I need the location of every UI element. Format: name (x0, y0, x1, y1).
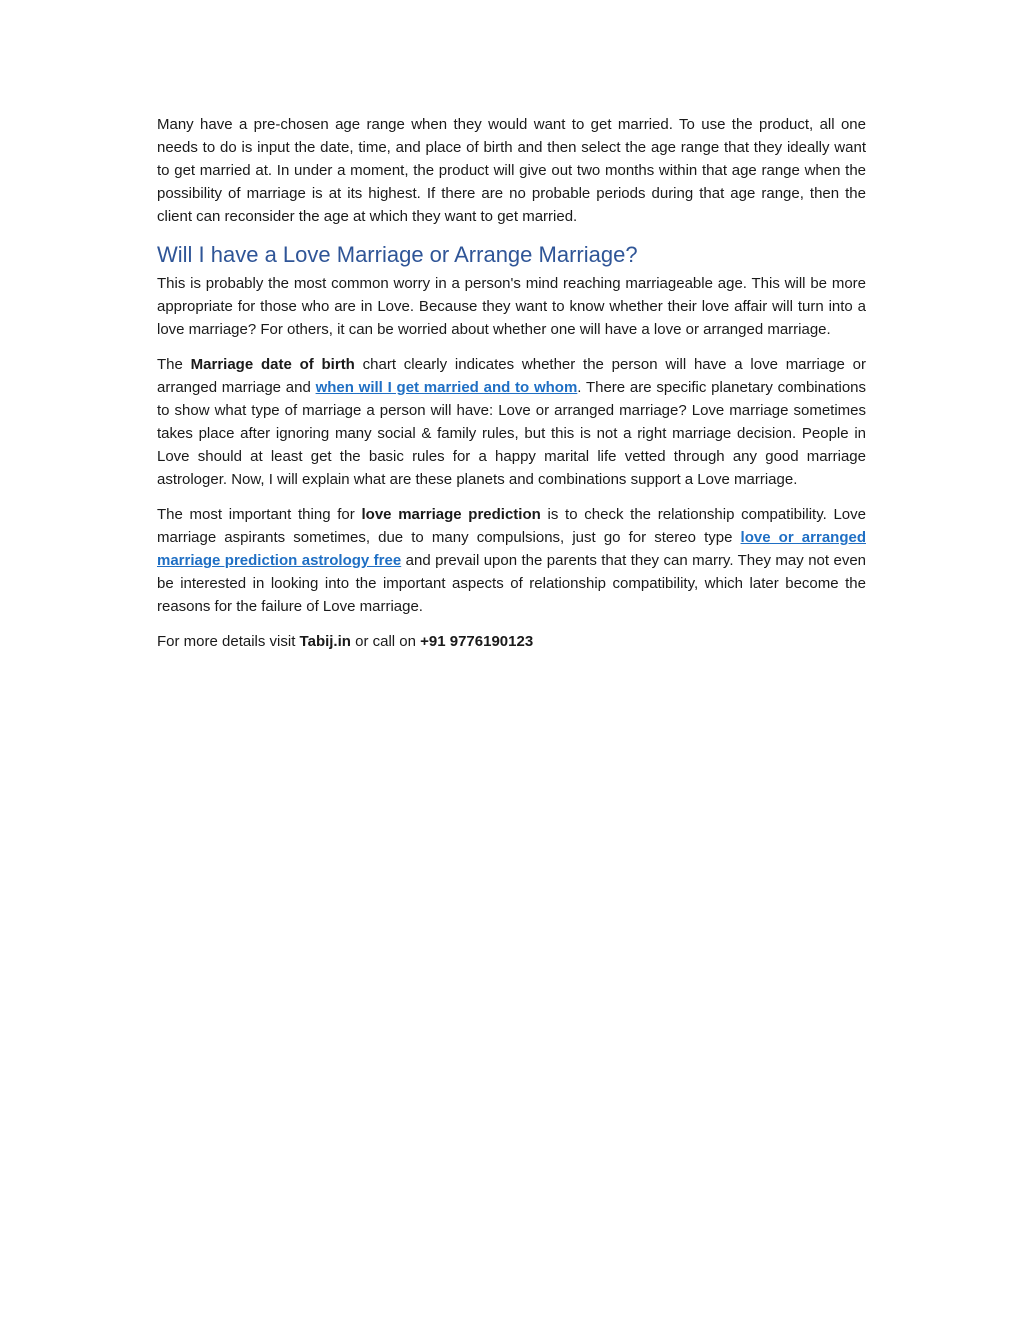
paragraph-text: chart clearly indicates whether the person will have a love marriage or arranged marriage and (157, 356, 867, 396)
section-heading: Will I have a Love Marriage or Arrange Marriage? (157, 242, 638, 267)
paragraph-text: and prevail upon the parents that they can marry. They may not even be interested in looking into the important aspects of relationship compatibility, which later become the reasons for the failure of Love marriage. (157, 552, 867, 615)
contact-phone: +91 9776190123 (420, 633, 534, 650)
paragraph-love-worry: This is probably the most common worry in a person's mind reaching marriageable age. This will be more appropriate for those who are in Love. Because they want to know whether their love affair will turn into a love marriage? For others, it can be worried about whether one will have a love or arranged marriage. (157, 275, 866, 338)
bold-marriage-date-of-birth: Marriage date of birth (190, 356, 355, 373)
paragraph-text: The (157, 356, 191, 373)
contact-site: Tabij.in (299, 633, 351, 650)
paragraph-marriage-chart (157, 353, 866, 491)
contact-text: For more details visit (157, 633, 300, 650)
contact-text: or call on (350, 633, 421, 650)
bold-love-marriage-prediction: love marriage prediction (361, 506, 541, 523)
link-love-or-arranged-prediction[interactable]: love or arranged marriage prediction astrology free (157, 529, 866, 569)
contact-line (157, 630, 866, 653)
paragraph-text: . There are specific planetary combinations to show what type of marriage a person will have: Love or arranged marriage? Love marriage sometimes takes place after ignoring many social & family rules, but this is not a right marriage decision. People in Love should at least get the basic rules for a happy marital life vetted through any good marriage astrologer. Now, I will explain what are these planets and combinations support a Love marriage. (157, 379, 867, 488)
paragraph-love-prediction (157, 503, 866, 618)
paragraph-text: The most important thing for (157, 506, 362, 523)
link-when-will-i-get-married[interactable]: when will I get married and to whom (315, 379, 578, 396)
paragraph-text: is to check the relationship compatibility. Love marriage aspirants sometimes, due to many compulsions, just go for stereo type (157, 506, 866, 546)
document-page (157, 113, 866, 665)
intro-paragraph: Many have a pre-chosen age range when they would want to get married. To use the product, all one needs to do is input the date, time, and place of birth and then select the age range that they ideally want to get married at. In under a moment, the product will give out two months within that age range when the possibility of marriage is at its highest. If there are no probable periods during that age range, then the client can reconsider the age at which they want to get married. (157, 116, 866, 225)
